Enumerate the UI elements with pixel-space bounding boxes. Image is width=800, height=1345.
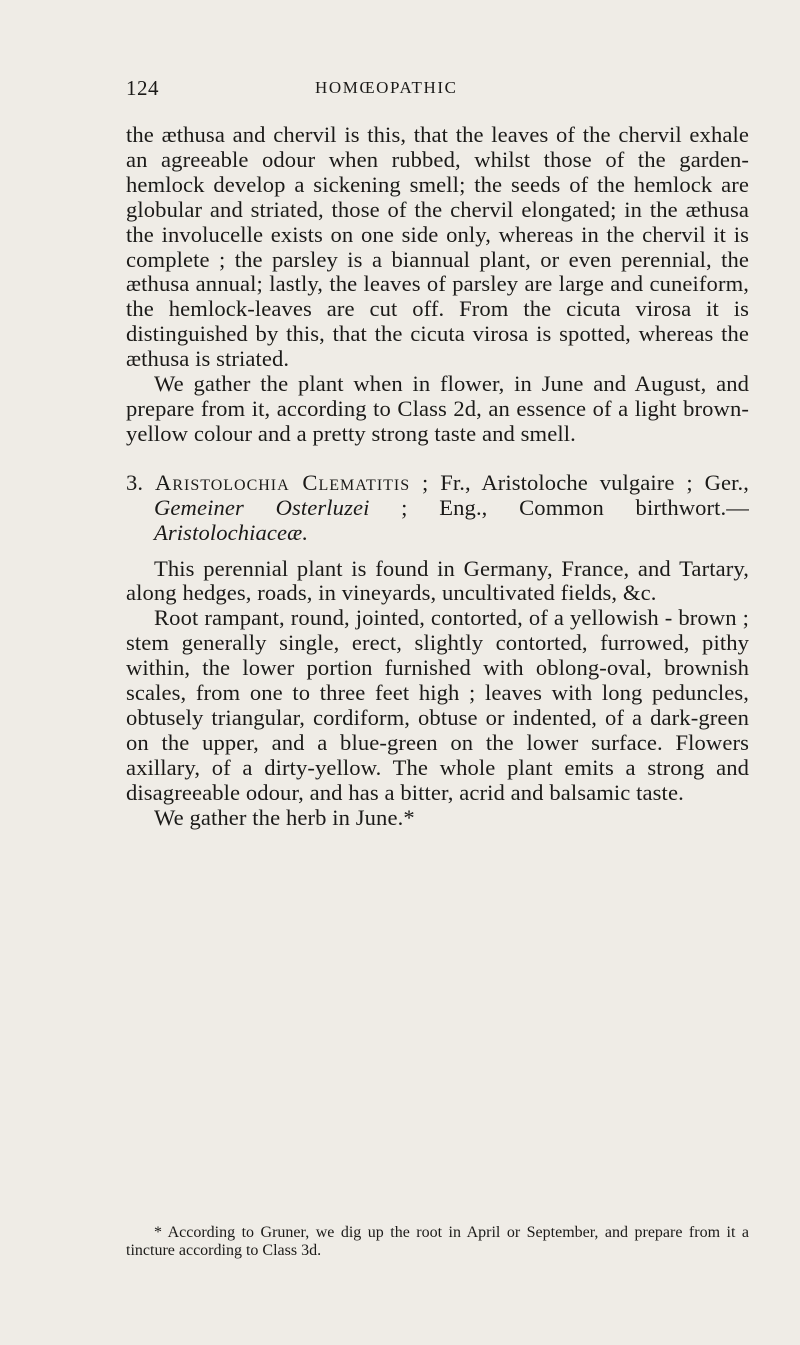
paragraph-aethusa-distinction: the æthusa and chervil is this, that the leaves of the chervil exhale an agreeable odour when rubbed, whilst those of the garden-hemlock develop a sickening smell; the seeds of the hemlock are globular and striated, those of the chervil elongated; in the æthusa the involucelle exists on one side only, whereas in the chervil it is complete ; the parsley is a biannual plant, or even perennial, the æthusa annual; lastly, the leaves of parsley are large and cuneiform, the hemlock-leaves are cut off. From the cicuta virosa it is distinguished by this, that the cicuta virosa is spotted, whereas the æthusa is striated. (126, 122, 749, 372)
footnote-text: * According to Gruner, we dig up the root in April or September, and prepare from it a tincture according to Class 3d. (126, 1224, 749, 1259)
paragraph-description: Root rampant, round, jointed, contorted, of a yellowish - brown ; stem generally single, erect, slightly contorted, furrowed, pithy within, the lower portion furnished with oblong-oval, brownish scales, from one to three feet high ; leaves with long peduncles, obtusely triangular, cordiform, obtuse or indented, of a dark-green on the upper, and a blue-green on the lower surface. Flowers axillary, of a dirty-yellow. The whole plant emits a strong and disagreeable odour, and has a bitter, acrid and balsamic taste. (126, 605, 749, 805)
footnote (126, 1224, 749, 1260)
entry-german-name: Gemeiner Osterluzei (154, 494, 370, 520)
page-number: 124 (126, 76, 159, 100)
paragraph-habitat: This perennial plant is found in Germany, France, and Tartary, along hedges, roads, in vineyards, uncultivated fields, &c. (126, 555, 749, 606)
entry-latin-name: Aristolochia Clematitis (155, 469, 411, 495)
entry-dash: — (726, 494, 749, 520)
running-head: HOMŒOPATHIC (315, 78, 458, 97)
entry-separator-german: ; Ger., (674, 469, 749, 495)
entry-separator-english: ; Eng., (369, 494, 520, 520)
entry-english-name: Common birthwort. (519, 494, 727, 520)
entry-family: Aristolochiaceæ. (154, 519, 309, 545)
body-text (126, 123, 749, 830)
paragraph-gathering-aethusa: We gather the plant when in flower, in June and August, and prepare from it, according to Class 2d, an essence of a light brown-yellow colour and a pretty strong taste and smell. (126, 371, 749, 446)
entry-separator-french: ; Fr., (410, 469, 482, 495)
entry-aristolochia (126, 471, 749, 546)
entry-number: 3. (126, 469, 144, 495)
paragraph-gathering-herb: We gather the herb in June.* (154, 804, 415, 830)
entry-french-name: Aristoloche vulgaire (481, 469, 675, 495)
page-header (126, 76, 746, 106)
